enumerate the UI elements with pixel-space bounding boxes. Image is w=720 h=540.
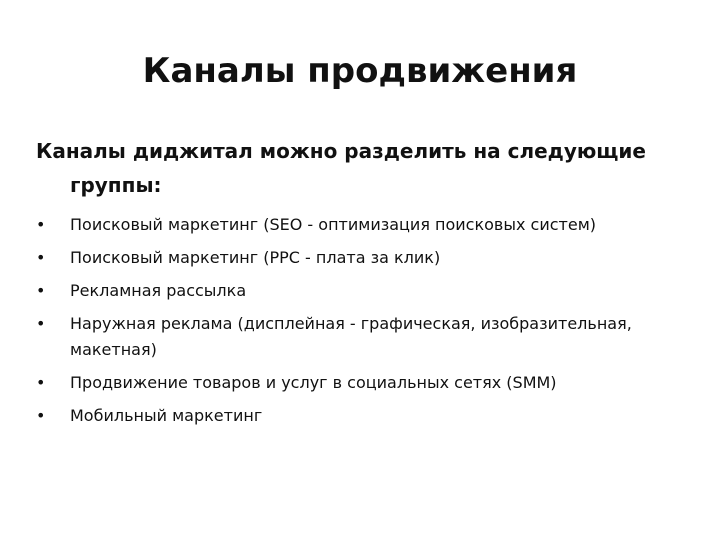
bullet-icon: •	[36, 248, 46, 267]
list-item	[36, 278, 696, 304]
list-item-text: Наружная реклама (дисплейная - графическая, изобразительная, макетная)	[70, 314, 632, 359]
list-item-text: Продвижение товаров и услуг в социальных сетях (SMM)	[70, 373, 557, 392]
intro-text: Каналы диджитал можно разделить на следующие группы:	[36, 139, 646, 197]
bullet-icon: •	[36, 215, 46, 234]
slide-title: Каналы продвижения	[142, 51, 578, 91]
list-item-text: Поисковый маркетинг (PPC - плата за клик)	[70, 248, 441, 267]
bullet-icon: •	[36, 406, 46, 425]
bullet-list	[36, 212, 696, 429]
list-item	[36, 370, 696, 396]
bullet-icon: •	[36, 281, 46, 300]
list-item	[36, 403, 696, 429]
list-item-text: Мобильный маркетинг	[70, 406, 263, 425]
slide-body	[36, 134, 696, 436]
bullet-icon: •	[36, 314, 46, 333]
list-item	[36, 212, 696, 238]
bullet-icon: •	[36, 373, 46, 392]
list-item	[36, 245, 696, 271]
list-item-text: Рекламная рассылка	[70, 281, 247, 300]
list-item	[36, 311, 696, 363]
list-item-text: Поисковый маркетинг (SEO - оптимизация поисковых систем)	[70, 215, 597, 234]
